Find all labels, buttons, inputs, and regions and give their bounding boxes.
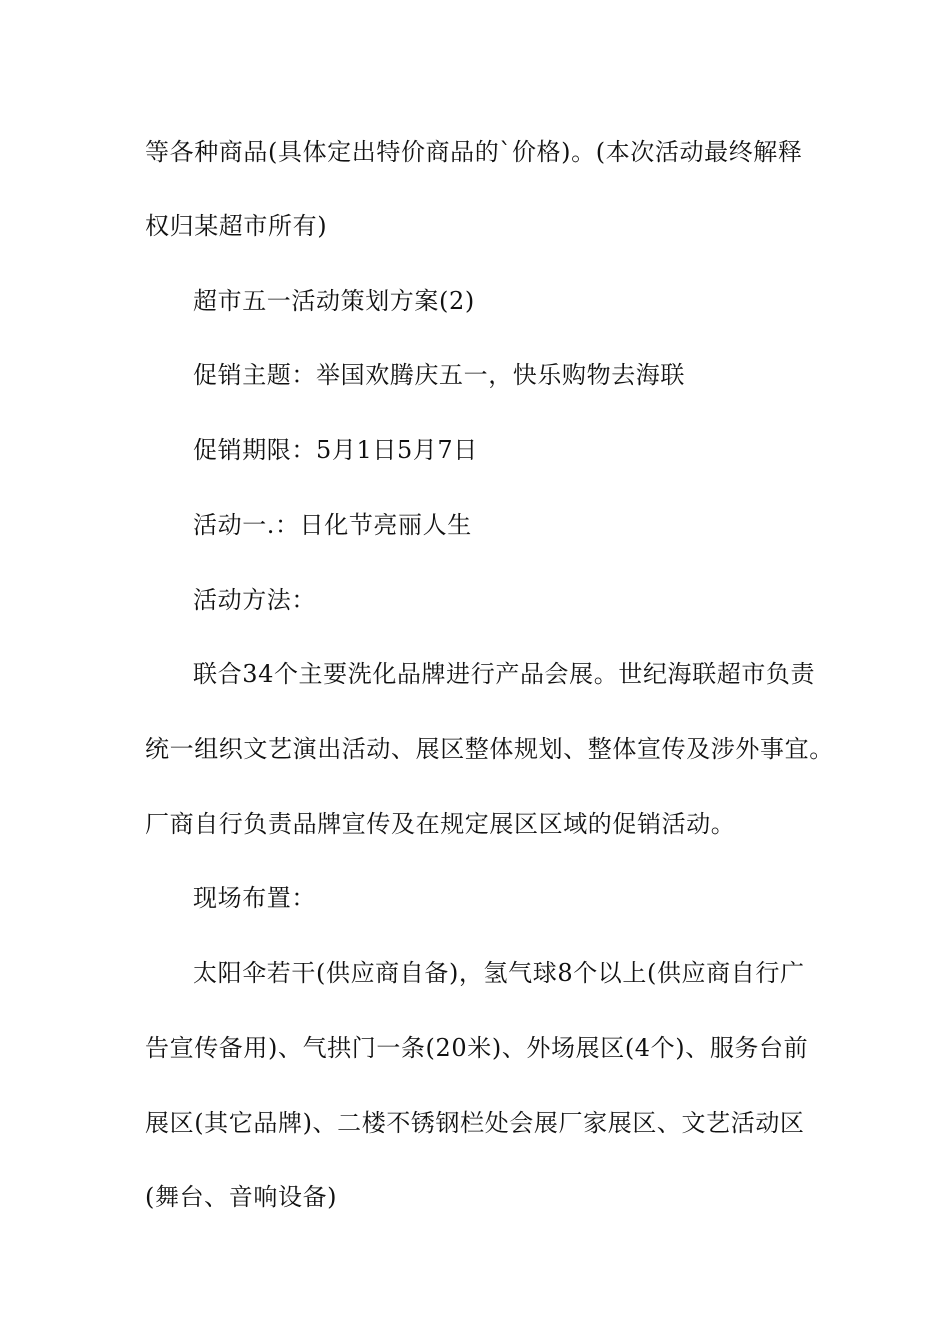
paragraph-line: 厂商自行负责品牌宣传及在规定展区区域的促销活动。 <box>145 810 736 838</box>
paragraph-line: 展区(其它品牌)、二楼不锈钢栏处会展厂家展区、文艺活动区 <box>145 1109 805 1137</box>
paragraph-line: 联合34个主要洗化品牌进行产品会展。世纪海联超市负责 <box>193 660 816 688</box>
site-layout-heading: 现场布置： <box>193 884 316 912</box>
paragraph-line: 统一组织文艺演出活动、展区整体规划、整体宣传及涉外事宜。 <box>145 735 834 763</box>
paragraph-line: (舞台、音响设备) <box>145 1183 338 1211</box>
activity-title: 活动一.：日化节亮丽人生 <box>193 511 472 539</box>
promo-period: 促销期限：5月1日5月7日 <box>193 436 478 464</box>
section-title: 超市五一活动策划方案(2) <box>193 287 475 315</box>
paragraph-line: 等各种商品(具体定出特价商品的`价格)。(本次活动最终解释 <box>145 138 803 166</box>
paragraph-line: 告宣传备用)、气拱门一条(20米)、外场展区(4个)、服务台前 <box>145 1034 809 1062</box>
paragraph-line: 权归某超市所有) <box>145 212 328 240</box>
activity-method-heading: 活动方法： <box>193 586 316 614</box>
promo-theme: 促销主题：举国欢腾庆五一，快乐购物去海联 <box>193 361 685 389</box>
paragraph-line: 太阳伞若干(供应商自备)，氢气球8个以上(供应商自行广 <box>193 959 805 987</box>
